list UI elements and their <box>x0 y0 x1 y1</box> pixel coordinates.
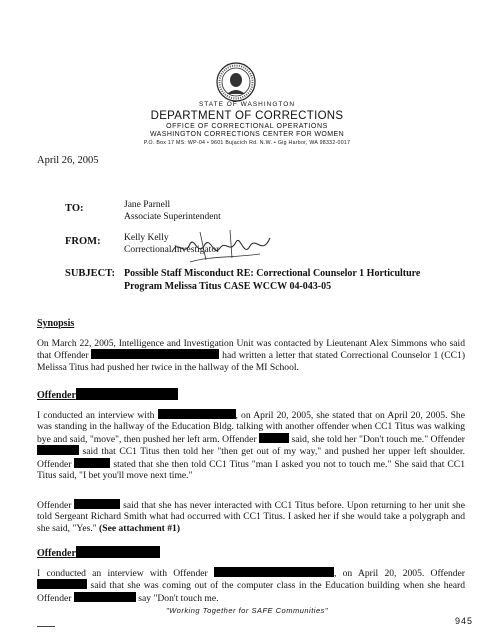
p2-text-b: said that she has never interacted with CC1 Titus before. Upon returning to her unit she told Sergeant Richard Smith what had occurred with CC1 Titus. I asked her if she would take a polygraph and she said, "Yes." <box>37 500 465 534</box>
p1-text-b: , on April 20, 2005, she stated that on April 20, 2005. She was standing in the hallway of the Education Bldg. talking with another offender when CC1 Titus was walking bye and said, "move", then pushed her left arm. Offender <box>37 410 465 445</box>
offender-heading-1: Offender <box>37 388 178 401</box>
synopsis-text-b: had written a letter that stated Correctional Counselor 1 (CC1) Melissa Titus had pushed her twice in the hallway of the MI School. <box>37 350 466 373</box>
redaction-bar <box>37 579 87 589</box>
redaction-bar <box>74 458 110 468</box>
from-label: FROM: <box>65 236 101 247</box>
p1-text-d: said that CC1 Titus then told her "then get out of my way," and pushed her upper left shoulder. Offender <box>37 446 465 470</box>
to-name: Jane Parnell <box>124 200 171 210</box>
from-name: Kelly Kelly <box>124 233 169 243</box>
p3-text-d: say "Don't touch me. <box>138 592 219 604</box>
subject-label: SUBJECT: <box>65 268 115 279</box>
p1-text-a: I conducted an interview with <box>37 410 155 421</box>
letterhead-center: WASHINGTON CORRECTIONS CENTER FOR WOMEN <box>149 131 345 138</box>
redaction-bar <box>37 445 79 455</box>
interview-paragraph-2 <box>37 499 465 534</box>
interview-paragraph-3 <box>37 567 465 604</box>
subject-line-2: Program Melissa Titus CASE WCCW 04-043-05 <box>124 280 332 292</box>
letterhead-office: OFFICE OF CORRECTIONAL OPERATIONS <box>166 123 328 130</box>
redaction-bar <box>76 388 178 400</box>
to-block <box>124 200 221 223</box>
page-number: 945 <box>455 616 474 626</box>
redaction-bar <box>259 433 289 443</box>
letterhead-department: DEPARTMENT OF CORRECTIONS <box>150 110 344 122</box>
subject-line-1: Possible Staff Misconduct RE: Correctional Counselor 1 Horticulture <box>124 268 421 279</box>
scan-mark <box>37 626 55 627</box>
from-title: Correctional Investigator <box>124 244 220 255</box>
redaction-bar <box>214 567 334 577</box>
to-title: Associate Superintendent <box>124 211 221 222</box>
p3-text-b: , on April 20, 2005. Offender <box>333 568 465 579</box>
letterhead-address: P.O. Box 17 MS: WP-04 • 9601 Bujacich Rd. N.W. • Gig Harbor, WA 98332-0017 <box>143 140 351 146</box>
p1-text-e: stated that she then told CC1 Titus "man I asked you not to touch me." She said that CC1 Titus said, "I bet you'll move next time." <box>37 458 465 482</box>
attachment-reference: (See attachment #1) <box>99 522 181 534</box>
synopsis-heading: Synopsis <box>37 318 75 329</box>
synopsis-text-a: On March 22, 2005, Intelligence and Investigation Unit was contacted by Lieutenant Alex Simmons who said that Offender <box>37 338 465 362</box>
redaction-bar <box>158 409 236 419</box>
redaction-bar <box>74 592 136 602</box>
redaction-bar <box>91 349 219 359</box>
state-seal-icon <box>216 62 256 102</box>
synopsis-paragraph <box>37 338 465 373</box>
handwritten-signature <box>170 228 280 266</box>
p1-text-c: said, she told her "Don't touch me." Offender <box>291 433 465 445</box>
redaction-bar <box>74 499 120 509</box>
redaction-bar <box>76 546 160 558</box>
subject-block <box>124 268 454 293</box>
interview-paragraph-1 <box>37 409 465 481</box>
p3-text-c: said that she was coming out of the computer class in the Education building when she heard Offender <box>37 580 465 604</box>
p3-text-a: I conducted an interview with Offender <box>37 568 208 579</box>
letterhead-state: STATE OF WASHINGTON <box>198 101 296 108</box>
footer-slogan: "Working Together for SAFE Communities" <box>165 606 329 615</box>
offender-heading-2: Offender <box>37 546 160 559</box>
to-label: TO: <box>65 203 84 214</box>
p2-text-a: Offender <box>37 500 72 511</box>
memo-date: April 26, 2005 <box>37 155 99 166</box>
